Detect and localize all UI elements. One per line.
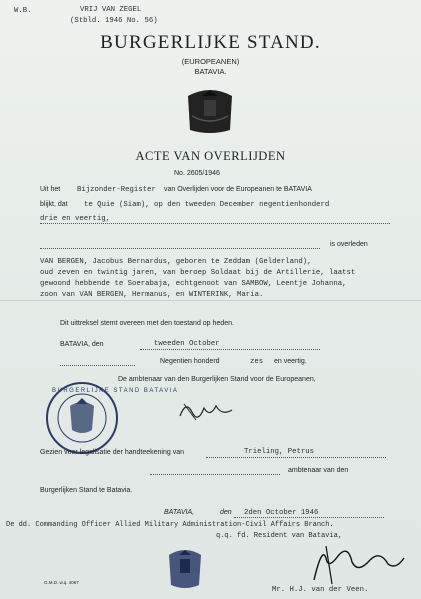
paper-fold bbox=[0, 300, 421, 301]
issue-year-prefix: Negentien honderd bbox=[160, 358, 220, 365]
deceased-name-birth: VAN BERGEN, Jacobus Bernardus, geboren te Zeddam (Gelderland), bbox=[40, 258, 312, 266]
coat-of-arms-emblem bbox=[180, 86, 240, 136]
legalisation-place: Burgerlijken Stand te Batavia. bbox=[40, 487, 133, 494]
form-line bbox=[140, 349, 320, 350]
deceased-parents: zoon van VAN BERGEN, Hermanus, en WINTERINK, Maria. bbox=[40, 291, 264, 299]
officer-signature bbox=[308, 540, 408, 586]
document-city: BATAVIA. bbox=[194, 67, 227, 76]
acte-number: No. 2605/1946 bbox=[174, 170, 220, 177]
legalisation-text: Gezien voor legalisatie der handteekening van bbox=[40, 449, 184, 456]
stamp-duty-reference: (Stbld. 1946 No. 56) bbox=[70, 17, 158, 25]
form-line bbox=[206, 457, 386, 458]
legalised-official-name: Trieling, Petrus bbox=[244, 448, 315, 456]
form-line bbox=[40, 223, 390, 224]
printer-code: G.M.D. w.q. 4067 bbox=[44, 580, 79, 585]
register-type: Bijzonder-Register bbox=[77, 186, 156, 194]
register-suffix: van Overlijden voor de Europeanen te BATAVIA bbox=[164, 186, 312, 193]
legalisation-date: 2den October 1946 bbox=[244, 509, 319, 517]
legalisation-role: ambtenaar van den bbox=[288, 467, 349, 474]
seal-text: BURGERLIJKE STAND BATAVIA bbox=[52, 388, 179, 394]
death-place-prefix: blijkt, dat bbox=[40, 201, 68, 208]
document-subtitle: (EUROPEANEN) bbox=[181, 57, 240, 66]
legalisation-den: den bbox=[220, 509, 232, 516]
acte-title: ACTE VAN OVERLIJDEN bbox=[135, 149, 286, 163]
deceased-age-occupation: oud zeven en twintig jaren, van beroep Soldaat bij de Artillerie, laatst bbox=[40, 269, 356, 277]
officer-subtitle: q.q. fd. Resident van Batavia, bbox=[216, 532, 343, 540]
form-line bbox=[40, 248, 320, 249]
legalisation-city: BATAVIA, bbox=[164, 509, 195, 516]
death-year: drie en veertig, bbox=[40, 215, 111, 223]
deceased-phrase: is overleden bbox=[330, 241, 368, 248]
registrar-signature bbox=[176, 398, 236, 424]
death-place-date: te Quie (Siam), op den tweeden December negentienhonderd bbox=[84, 201, 330, 209]
conform-statement: Dit uittreksel stemt overeen met den toestand op heden. bbox=[60, 320, 234, 327]
issue-day: tweeden October bbox=[154, 340, 220, 348]
bottom-coat-of-arms-stamp bbox=[163, 547, 207, 591]
issue-city: BATAVIA, den bbox=[60, 341, 104, 348]
officer-title: De dd. Commanding Officer Allied Military Administration-Civil Affairs Branch. bbox=[6, 521, 334, 529]
form-code: W.B. bbox=[14, 7, 32, 15]
issue-year-suffix: en veertig. bbox=[274, 358, 307, 365]
stamp-duty-line: VRIJ VAN ZEGEL bbox=[80, 6, 142, 14]
signer-name: Mr. H.J. van der Veen. bbox=[272, 586, 369, 594]
register-prefix: Uit het bbox=[40, 186, 61, 193]
form-line bbox=[234, 517, 384, 518]
form-line bbox=[60, 365, 135, 366]
document-title: BURGERLIJKE STAND. bbox=[100, 32, 321, 53]
form-line bbox=[150, 474, 280, 475]
registrar-title: De ambtenaar van den Burgerlijken Stand voor de Europeanen, bbox=[118, 376, 316, 383]
issue-year-typed: zes bbox=[250, 358, 264, 366]
deceased-residence-spouse: gewoond hebbende te Soerabaja, echtgenoot van SAMBOW, Leentje Johanna, bbox=[40, 280, 347, 288]
